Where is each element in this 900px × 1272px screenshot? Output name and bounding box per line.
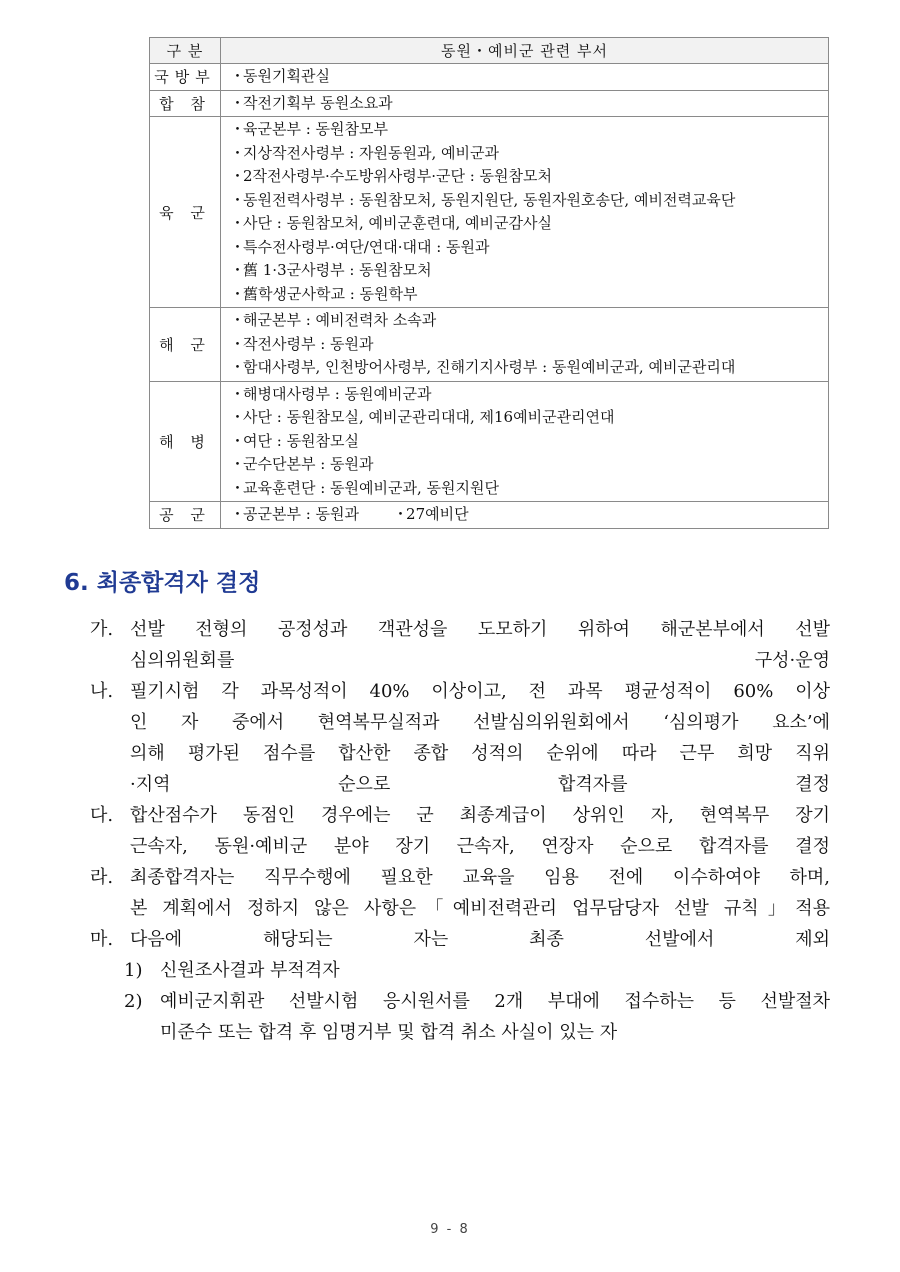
department-text: 舊학생군사학교 : 동원학부 [243,284,418,303]
department-text: 사단 : 동원참모실, 예비군관리대대, 제16예비군관리연대 [243,408,615,426]
department-item [230,259,828,283]
paragraph-line: 최종합격자는 직무수행에 필요한 교육을 임용 전에 이수하여야 하며, [130,867,830,888]
department-item [230,118,828,142]
bullet-icon: ・ [230,143,246,162]
department-item [230,283,828,307]
department-text: 여단 : 동원참모실 [243,431,360,450]
paragraph [90,862,830,924]
paragraph-line: 예비군지휘관 선발시험 응시원서를 2개 부대에 접수하는 등 선발절차 [160,991,830,1012]
row-category: 국방부 [150,64,221,91]
paragraph-line: 본 계획에서 정하지 않은 사항은「예비전력관리 업무담당자 선발 규칙」적용 [130,898,830,919]
row-category: 공 군 [150,502,221,529]
department-text: 함대사령부, 인천방어사령부, 진해기지사령부 : 동원예비군과, 예비군관리대 [243,358,736,376]
department-item [230,333,828,357]
department-text: 군수단본부 : 동원과 [243,455,374,473]
paragraph [90,924,830,955]
paragraph [90,676,830,800]
department-item [393,503,469,527]
bullet-icon: ・ [230,284,246,303]
table-row [150,502,829,529]
row-departments [221,64,829,91]
department-text: 해군본부 : 예비전력차 소속과 [243,311,437,329]
row-departments [221,502,829,529]
sub-item [90,955,830,986]
bullet-icon: ・ [230,334,246,353]
department-text: 동원기획관실 [243,67,330,85]
bullet-icon: ・ [393,505,409,523]
row-departments [221,90,829,117]
department-text: 특수전사령부·여단/연대·대대 : 동원과 [243,237,490,256]
row-category: 육 군 [150,117,221,308]
item-marker: 1) [124,960,143,981]
bullet-icon: ・ [230,505,246,523]
section-title: 6. 최종합격자 결정 [64,570,261,596]
row-category: 해 병 [150,381,221,502]
department-text: 작전기획부 동원소요과 [243,93,393,112]
table-row [150,117,829,308]
bullet-icon: ・ [230,120,246,138]
paragraph-line: 합산점수가 동점인 경우에는 군 최종계급이 상위인 자, 현역복무 장기 [130,805,830,826]
row-departments [221,381,829,502]
department-item [230,142,828,166]
department-text: 지상작전사령부 : 자원동원과, 예비군과 [243,143,499,162]
table-header-row [150,38,829,64]
paragraph-line: 필기시험 각 과목성적이 40% 이상이고, 전 과목 평균성적이 60% 이상 [130,681,830,702]
department-item [230,477,828,501]
table-row [150,90,829,117]
row-category: 해 군 [150,308,221,382]
department-item [230,65,828,89]
department-item [230,165,828,189]
paragraph-line: 미준수 또는 합격 후 임명거부 및 합격 취소 사실이 있는 자 [160,1022,618,1043]
row-departments [221,308,829,382]
bullet-icon: ・ [230,93,246,112]
header-depts: 동원・예비군 관련 부서 [221,38,829,64]
sub-item [90,986,830,1048]
department-item [230,406,828,430]
bullet-icon: ・ [230,311,246,329]
bullet-icon: ・ [230,455,246,473]
department-item [230,92,828,116]
paragraph-line: 근속자, 동원·예비군 분야 장기 근속자, 연장자 순으로 합격자를 결정 [130,836,830,857]
department-text: 육군본부 : 동원참모부 [243,120,389,138]
paragraph [90,614,830,676]
department-item [230,383,828,407]
item-marker: 라. [90,867,114,888]
paragraph-line: 다음에 해당되는 자는 최종 선발에서 제외 [130,929,830,950]
unit-table [149,37,829,529]
section-body [90,614,830,1048]
item-marker: 가. [90,619,114,640]
bullet-icon: ・ [230,261,246,279]
department-text: 공군본부 : 동원과 [243,505,360,523]
department-text: 해병대사령부 : 동원예비군과 [243,384,432,403]
paragraph-line: 의해 평가된 점수를 합산한 종합 성적의 순위에 따라 근무 희망 직위 [130,743,830,764]
table-body [150,64,829,529]
bullet-icon: ・ [230,167,246,185]
bullet-icon: ・ [230,190,246,209]
paragraph-list [90,614,830,955]
department-text: 교육훈련단 : 동원예비군과, 동원지원단 [243,478,499,497]
bullet-icon: ・ [230,67,246,85]
department-item [230,236,828,260]
item-marker: 마. [90,929,114,950]
paragraph-line: 신원조사결과 부적격자 [160,960,340,981]
department-text: 사단 : 동원참모처, 예비군훈련대, 예비군감사실 [243,214,552,232]
department-item [230,356,828,380]
bullet-icon: ・ [230,408,246,426]
bullet-icon: ・ [230,214,246,232]
department-text: 작전사령부 : 동원과 [243,334,374,353]
paragraph-line: ·지역 순으로 합격자를 결정 [130,774,830,795]
table-row [150,308,829,382]
subitem-list [90,955,830,1048]
department-item [230,309,828,333]
page-number: 9 - 8 [430,1222,470,1237]
row-category: 합 참 [150,90,221,117]
department-item [230,453,828,477]
department-item [230,430,828,454]
item-marker: 나. [90,681,114,702]
department-text: 동원전력사령부 : 동원참모처, 동원지원단, 동원자원호송단, 예비전력교육단 [243,190,736,209]
bullet-icon: ・ [230,384,246,403]
bullet-icon: ・ [230,478,246,497]
department-text: 27예비단 [406,505,469,523]
paragraph-line: 인 자 중에서 현역복무실적과 선발심의위원회에서 ‘심의평가 요소’에 [130,712,830,733]
header-category: 구 분 [150,38,221,64]
bullet-icon: ・ [230,431,246,450]
department-item [230,212,828,236]
paragraph-line: 심의위원회를 구성·운영 [130,650,830,671]
department-text: 2작전사령부·수도방위사령부·군단 : 동원참모처 [243,167,552,185]
department-item [230,189,828,213]
row-departments [221,117,829,308]
paragraph [90,800,830,862]
bullet-icon: ・ [230,358,246,376]
item-marker: 2) [124,991,143,1012]
table-row [150,381,829,502]
department-item [230,503,359,527]
item-marker: 다. [90,805,114,826]
department-text: 舊 1·3군사령부 : 동원참모처 [243,261,432,279]
paragraph-line: 선발 전형의 공정성과 객관성을 도모하기 위하여 해군본부에서 선발 [130,619,830,640]
bullet-icon: ・ [230,237,246,256]
table-row [150,64,829,91]
